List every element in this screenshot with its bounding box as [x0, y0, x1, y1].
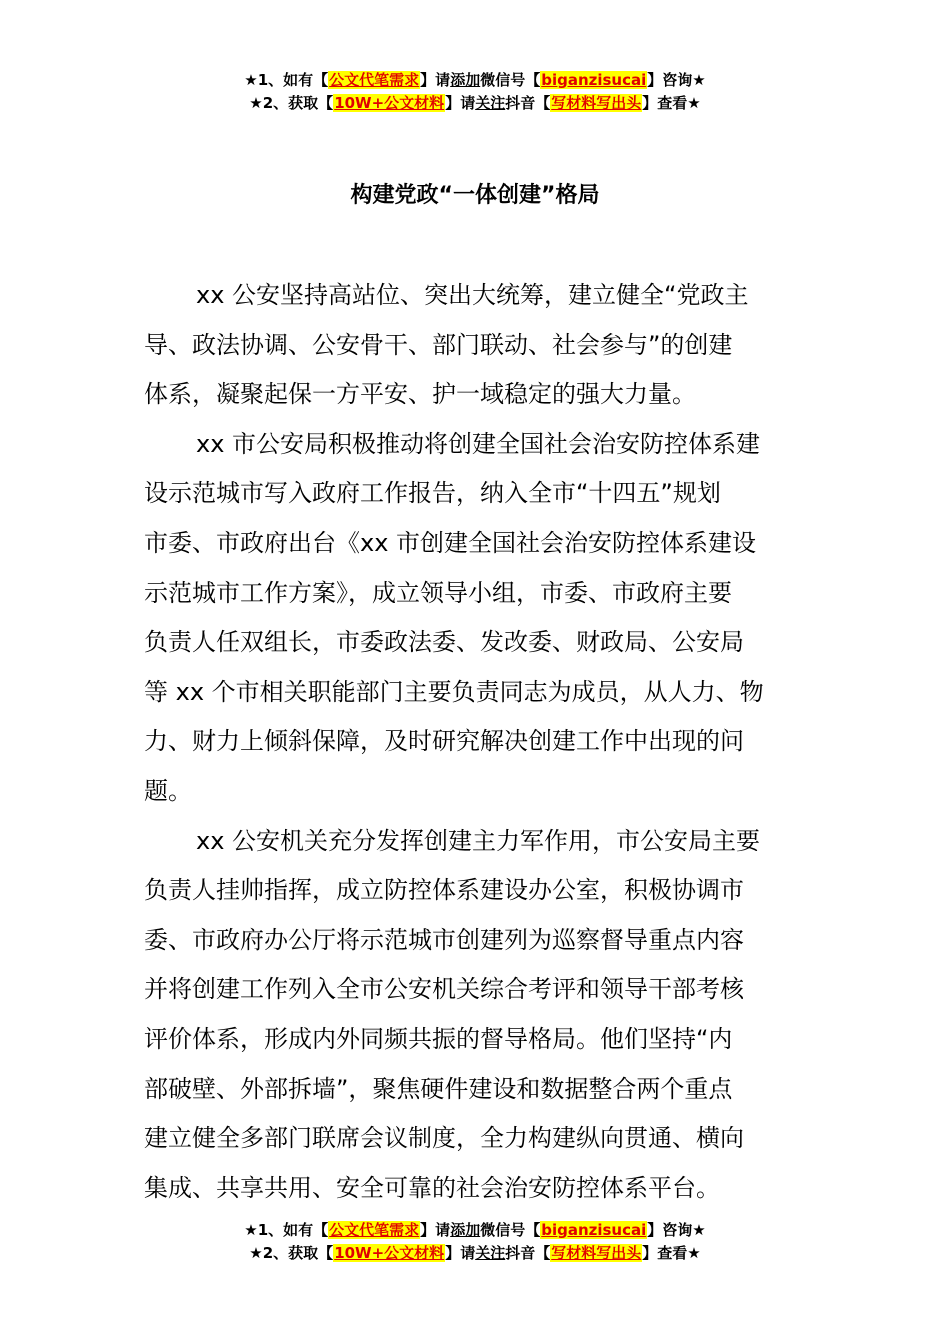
paragraph-line: 导、政法协调、公安骨干、部门联动、社会参与”的创建 [144, 330, 733, 359]
promo-underline: 关注 [475, 1244, 506, 1262]
document-title: 构建党政“一体创建”格局 [350, 183, 600, 208]
paragraph-line: 评价体系，形成内外同频共振的督导格局。他们坚持“内 [144, 1024, 733, 1053]
promo-underline: 添加 [450, 1221, 481, 1239]
promo-highlight: 10W+公文材料 [334, 94, 445, 112]
promo-line-1 [0, 1219, 950, 1242]
promo-underline: 关注 [475, 94, 506, 112]
paragraph-line: 集成、共享共用、安全可靠的社会治安防控体系平台。 [144, 1173, 720, 1202]
promo-line-2 [0, 92, 950, 115]
paragraph-line: 示范城市工作方案》，成立领导小组，市委、市政府主要 [144, 578, 732, 607]
promo-text: 抖音【 [505, 1244, 551, 1262]
promo-wechat-id: biganzisucai [541, 1221, 647, 1239]
promo-text: ★2、获取【 [249, 1244, 334, 1262]
promo-douyin-name: 写材料写出头 [551, 94, 642, 112]
footer-promo-banner [0, 1219, 950, 1265]
promo-highlight: 公文代笔需求 [329, 1221, 420, 1239]
paragraph-line: 市委、市政府出台《xx 市创建全国社会治安防控体系建设 [144, 528, 757, 557]
paragraph-line: 建立健全多部门联席会议制度，全力构建纵向贯通、横向 [144, 1124, 744, 1153]
document-body [144, 271, 806, 1213]
header-promo-banner [0, 69, 950, 115]
promo-text: ★2、获取【 [249, 94, 334, 112]
promo-text: 】查看★ [642, 1244, 701, 1262]
paragraph-line: 力、财力上倾斜保障，及时研究解决创建工作中出现的问 [144, 727, 744, 756]
promo-text: 】请 [445, 94, 476, 112]
promo-text: 】请 [420, 71, 451, 89]
promo-text: 】请 [445, 1244, 476, 1262]
promo-text: 】查看★ [642, 94, 701, 112]
promo-douyin-name: 写材料写出头 [551, 1244, 642, 1262]
promo-line-2 [0, 1242, 950, 1265]
promo-text: 微信号【 [480, 71, 541, 89]
promo-underline: 添加 [450, 71, 481, 89]
paragraph-line: xx 公安机关充分发挥创建主力军作用，市公安局主要 [196, 826, 761, 855]
promo-highlight: 公文代笔需求 [329, 71, 420, 89]
promo-text: 微信号【 [480, 1221, 541, 1239]
promo-line-1 [0, 69, 950, 92]
promo-text: ★1、如有【 [244, 71, 329, 89]
paragraph-line: 负责人任双组长，市委政法委、发改委、财政局、公安局 [144, 628, 744, 657]
paragraph-line: 部破壁、外部拆墙”，聚焦硬件建设和数据整合两个重点 [144, 1074, 733, 1103]
paragraph-line: 负责人挂帅指挥，成立防控体系建设办公室，积极协调市 [144, 876, 744, 905]
paragraph-line: 体系，凝聚起保一方平安、护一域稳定的强大力量。 [144, 380, 696, 409]
promo-text: ★1、如有【 [244, 1221, 329, 1239]
paragraph-line: 委、市政府办公厅将示范城市创建列为巡察督导重点内容 [144, 925, 744, 954]
paragraph-line: xx 公安坚持高站位、突出大统筹，建立健全“党政主 [196, 281, 749, 309]
promo-text: 】咨询★ [647, 1221, 706, 1239]
promo-wechat-id: biganzisucai [541, 71, 647, 89]
promo-highlight: 10W+公文材料 [334, 1244, 445, 1262]
paragraph-line: 等 xx 个市相关职能部门主要负责同志为成员，从人力、物 [144, 677, 764, 706]
paragraph-line: 题。 [144, 776, 192, 805]
promo-text: 】咨询★ [647, 71, 706, 89]
paragraph-line: 并将创建工作列入全市公安机关综合考评和领导干部考核 [144, 975, 744, 1004]
promo-text: 抖音【 [505, 94, 551, 112]
paragraph-line: 设示范城市写入政府工作报告，纳入全市“十四五”规划 [144, 479, 721, 508]
paragraph-line: xx 市公安局积极推动将创建全国社会治安防控体系建 [196, 429, 761, 458]
promo-text: 】请 [420, 1221, 451, 1239]
